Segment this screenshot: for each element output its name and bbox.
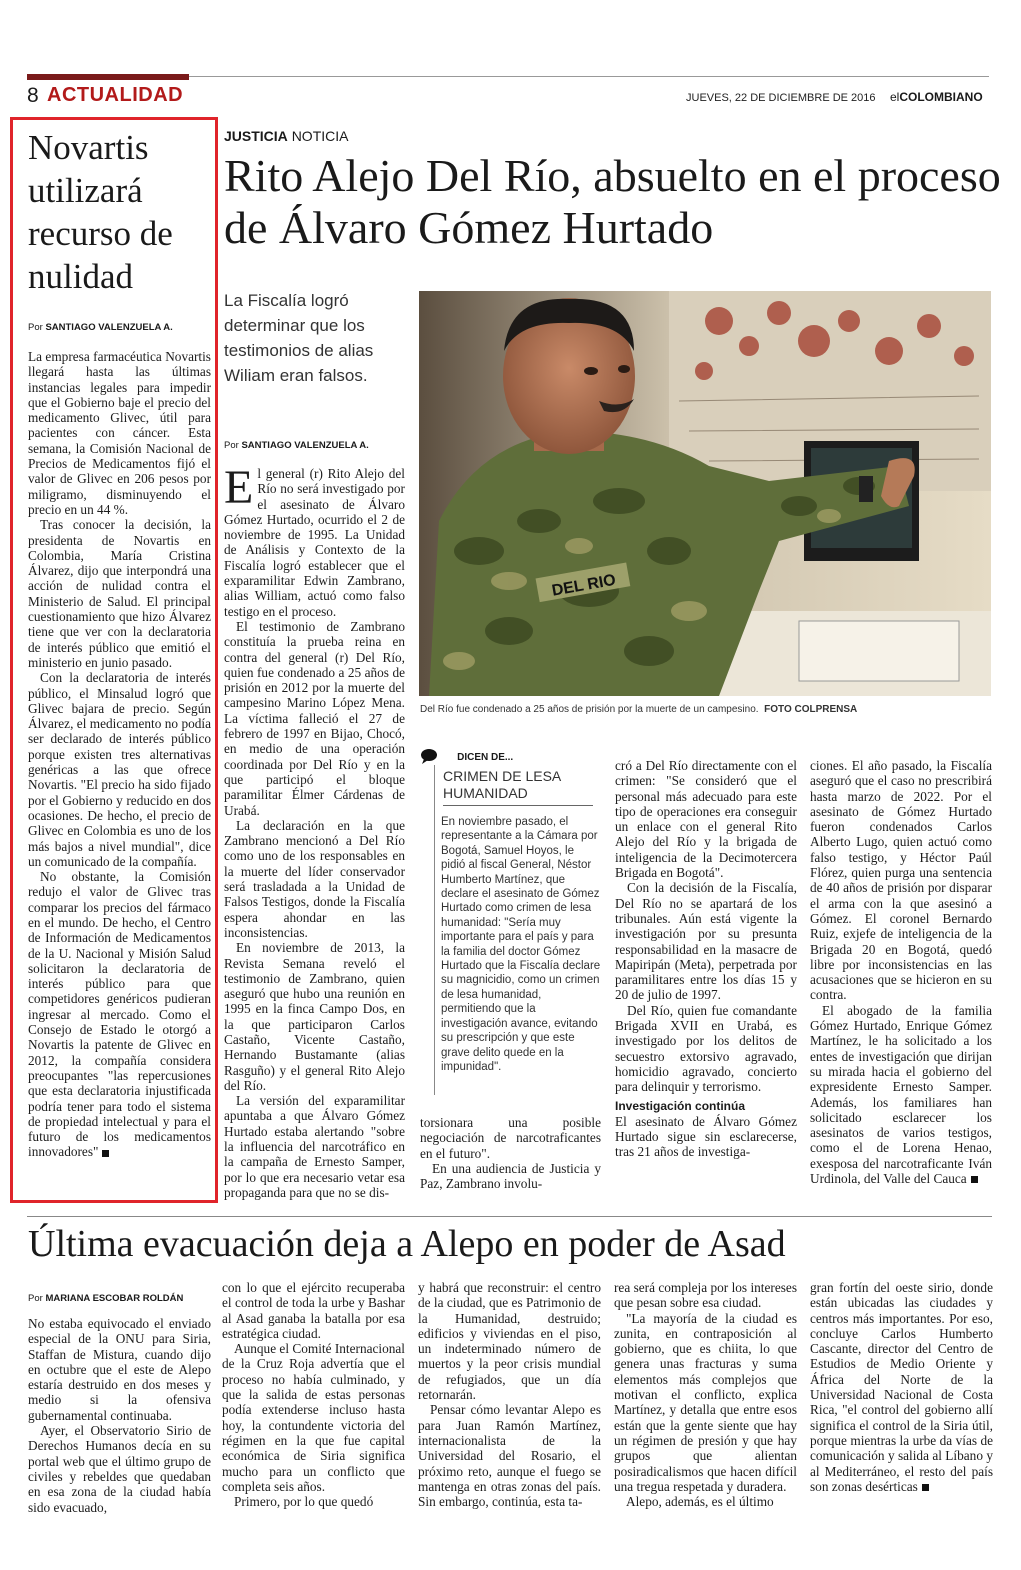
photo-credit: FOTO COLPRENSA <box>764 704 858 715</box>
quote-box-label: DICEN DE... <box>457 752 514 763</box>
paragraph: torsionara una posible negociación de narcotraficantes en el futuro". <box>420 1115 601 1161</box>
paragraph <box>224 461 405 619</box>
page-number: 8 <box>27 84 39 107</box>
kicker-light: NOTICIA <box>291 128 349 144</box>
sidebar-body <box>28 349 211 1160</box>
bottom-byline <box>28 1293 183 1304</box>
paragraph: y habrá que reconstruir: el centro de la ciudad, que es Patrimonio de la Humanidad, destruido; edificios y viviendas en el piso, un indeterminado número de muertos y la peor crisis mundial de refugiados, que un día retornarán. <box>418 1280 601 1403</box>
issue-date: JUEVES, 22 DE DICIEMBRE DE 2016 <box>686 92 876 104</box>
quote-box-title: CRIMEN DE LESA HUMANIDAD <box>443 768 593 806</box>
main-column-3 <box>615 758 797 1160</box>
paragraph: Con la declaratoria de interés público, el Minsalud logró que Glivec bajara de precio. Según Álvarez, el medicamento no podía ser declarado de interés público porque existen tres alternativas genéricas a las que ofrece Novartis. "El precio ha sido fijado por el Gobierno y reducido en dos ocasiones. De hecho, el precio de Glivec en Colombia es uno de los más bajos a nivel mundial", dice un comunicado de la compañía. <box>28 670 211 869</box>
bottom-headline: Última evacuación deja a Alepo en poder de Asad <box>28 1223 786 1265</box>
paragraph: Primero, por lo que quedó <box>234 1494 374 1510</box>
paragraph: No estaba equivocado el enviado especial de la ONU para Siria, Staffan de Mistura, cuando dijo en octubre que el este de Alepo estaría destruido en dos meses y medio si la ofensiva gubernamental continuaba. <box>28 1316 211 1423</box>
quote-box-text: En noviembre pasado, el representante a la Cámara por Bogotá, Samuel Hoyos, le pidió al fiscal General, Néstor Humberto Martínez, que declare el asesinato de Gómez Hurtado como crimen de lesa humanidad: "Sería muy importante para el país y para la familia del doctor Gómez Hurtado que la Fiscalía declare su magnicidio, como un crimen de lesa humanidad, permitiendo que la investigación avance, evitando su prescripción y que este grave delito quede en la impunidad". <box>441 816 601 1073</box>
story-kicker <box>224 128 348 144</box>
paragraph: En noviembre de 2013, la Revista Semana reveló el testimonio de Zambrano, quien aseguró que hubo una reunión en 1995 en la finca Campo Dos, en la que participaron Carlos Castaño, Vicente Castaño, Hernando Bustamante (alias Rasguño) y el general Rito Alejo del Río. <box>224 940 405 1093</box>
byline-name: SANTIAGO VALENZUELA A. <box>241 440 369 451</box>
bottom-column-3 <box>418 1280 601 1509</box>
paragraph-last <box>28 869 211 1160</box>
section-label: ACTUALIDAD <box>47 84 184 106</box>
paragraph: El asesinato de Álvaro Gómez Hurtado sigue sin esclarecerse, tras 21 años de investiga- <box>615 1113 797 1160</box>
main-photo <box>419 291 991 696</box>
photo-caption <box>420 704 857 715</box>
kicker-bold: JUSTICIA <box>224 128 288 144</box>
bottom-column-5 <box>810 1280 993 1494</box>
story-deck: La Fiscalía logró determinar que los testimonios de alias Wiliam eran falsos. <box>224 291 374 385</box>
subheading: Investigación continúa <box>615 1098 746 1113</box>
byline-name: MARIANA ESCOBAR ROLDÁN <box>45 1293 184 1304</box>
name-tape-text: DEL RIO <box>550 571 618 600</box>
paragraph: El testimonio de Zambrano constituía la prueba reina en contra del general (r) Del Río, quien fue condenado a 25 años de prisión en 2012 por la muerte del campesino Marino López Mena. La víctima falleció el 27 de febrero de 1997 en Bijao, Chocó, en medio de una operación coordinada por Del Río y en la que participó el bloque paramilitar Élmer Cárdenas de Urabá. <box>224 618 405 818</box>
bottom-column-4 <box>614 1280 797 1509</box>
paragraph: En una audiencia de Justicia y Paz, Zambrano involu- <box>420 1160 601 1192</box>
caption-text: Del Río fue condenado a 25 años de prisión por la muerte de un campesino. <box>420 704 759 715</box>
paragraph-text: El abogado de la familia Gómez Hurtado, Enrique Gómez Martínez, le ha solicitado a los entes de investigación que dirijan su mirada hacia el gobierno del expresidente Ernesto Samper. Además, los familiares han solicitado esclarecer los asesinatos de varios testigos, como el de Lorena Henao, exesposa del narcotraficante Iván Urdinola, del Valle del Cauca <box>810 1002 992 1187</box>
paragraph-text: No obstante, la Comisión redujo el valor de Glivec tras comparar los precios del fármaco en el mundo. De hecho, el Centro de Información de Medicamentos de la U. Nacional y Misión Salud solicitaron la declaratoria de interés público para que competidores genéricos pudieran ingresar al mercado. Como el Consejo de Estado le otorgó a Novartis la patente de Glivec en 2012, la compañía considera preocupantes "las repercusiones que esta declaratoria injustificada podría tener para todo el sistema de propiedad intelectual y para el futuro de los medicamentos innovadores" <box>28 869 211 1160</box>
paragraph-last <box>810 1280 993 1494</box>
end-mark-icon <box>971 1176 978 1183</box>
newspaper-brand <box>890 90 983 104</box>
bottom-column-2 <box>222 1280 405 1509</box>
paragraph: "La mayoría de la ciudad es zunita, en contraposición al gobierno, que es chiita, lo que genera unas fracturas y suma elementos más complejos que motivan el conflicto, explica Martínez, y detalla que entre esos están que la gente siente que hay un régimen de presión y que hay grupos que alientan posiradicalismos que hacen difícil una tregua respetada y duradera. <box>614 1310 797 1494</box>
speech-bubble-icon <box>420 748 438 764</box>
paragraph: La empresa farmacéutica Novartis llegará hasta las últimas instancias legales para impedir que el Gobierno baje el precio del medicamento Glivec, útil para pacientes con cáncer. Esta semana, la Comisión Nacional de Precios de Medicamentos fijó el valor de Glivec en 206 pesos por miligramo, disminuyendo el precio en un 44 %. <box>28 349 211 517</box>
drop-cap: E <box>224 461 254 514</box>
main-byline <box>224 440 369 451</box>
paragraph-last <box>810 1003 992 1187</box>
byline-prefix: Por <box>28 322 43 333</box>
sidebar-byline <box>28 322 173 333</box>
end-mark-icon <box>922 1484 929 1491</box>
sidebar-headline: Novartis utilizará recurso de nulidad <box>28 128 173 296</box>
paragraph: Aunque el Comité Internacional de la Cruz Roja advertía que el proceso no había culminado, y que la salida de estas personas podía extenderse incluso hasta hoy, la contundente victoria del régimen en la que fue capital económica de Siria significa mucho para un conflicto que completa seis años. <box>222 1341 405 1494</box>
byline-name: SANTIAGO VALENZUELA A. <box>45 322 173 333</box>
brand-name: COLOMBIANO <box>899 90 983 104</box>
photo-illustration <box>419 291 991 696</box>
main-headline: Rito Alejo Del Río, absuelto en el proceso de Álvaro Gómez Hurtado <box>224 150 1001 253</box>
paragraph-text: l general (r) Rito Alejo del Río no será investigado por el asesinato de Álvaro Gómez Hurtado, ocurrido el 2 de noviembre de 1995. La Unidad de Análisis y Contexto de la Fiscalía logró establecer que el exparamilitar Edwin Zambrano, alias William, actuó como falso testigo en el proceso. <box>224 466 405 619</box>
paragraph: Tras conocer la decisión, la presidenta de Novartis en Colombia, María Cristina Álvarez, dijo que interpondrá una acción de nulidad contra el Ministerio de Salud. El principal cuestionamiento que hizo Álvarez tiene que ver con la declaratoria de interés público que emitió el ministerio en junio pasado. <box>28 517 211 670</box>
brand-prefix: el <box>890 90 900 104</box>
paragraph: La declaración en la que Zambrano mencionó a Del Río como uno de los responsables en la muerte del líder conservador será trasladada a la Unidad de Falsos Testigos, donde la Fiscalía espera ahondar en las inconsistencias. <box>224 817 405 940</box>
top-rule <box>27 74 989 80</box>
paragraph: Alepo, además, es el último <box>626 1494 774 1510</box>
paragraph: Ayer, el Observatorio Sirio de Derechos Humanos decía en su portal web que el último grupo de civiles y rebeldes que quedaban en esa zona de la ciudad había sido evacuado, <box>28 1423 211 1515</box>
paragraph: Pensar cómo levantar Alepo es para Juan Ramón Martínez, internacionalista de la Universidad del Rosario, el próximo reto, aunque el fuego se mantenga en otras zonas del país. Sin embargo, continúa, esta ta- <box>418 1402 601 1510</box>
byline-prefix: Por <box>224 440 239 451</box>
main-column-1 <box>224 461 405 1200</box>
paragraph: Del Río, quien fue comandante Brigada XVII en Urabá, es investigado por los delitos de secuestro extorsivo agravado, homicidio agravado, concierto para delinquir y terrorismo. <box>615 1002 797 1095</box>
paragraph: La versión del exparamilitar apuntaba a que Álvaro Gómez Hurtado estaba alertando "sobre la influencia del narcotráfico en la campaña de Ernesto Samper, por lo que era necesario vetar esa propaganda para que no se dis- <box>224 1093 405 1200</box>
paragraph: cró a Del Río directamente con el crimen: "Se consideró que el personal más adecuado para este tipo de operaciones era conseguir un enlace con el general Rito Alejo del Río y la brigada de inteligencia de la Decimotercera Brigada en Bogotá". <box>615 758 797 881</box>
bottom-column-1 <box>28 1316 211 1515</box>
paragraph: con lo que el ejército recuperaba el control de toda la urbe y Bashar al Asad ganaba la batalla por esa estratégica ciudad. <box>222 1280 405 1341</box>
main-column-4 <box>810 758 992 1186</box>
quote-box-rule <box>434 765 435 1095</box>
paragraph: rea será compleja por los intereses que pesan sobre esa ciudad. <box>614 1280 797 1311</box>
main-column-2 <box>420 1115 601 1191</box>
section-divider <box>27 1216 992 1217</box>
paragraph: Con la decisión de la Fiscalía, Del Río no se apartará de los tribunales. Aún está vigente la investigación por su presunta responsabilidad en la masacre de Mapiripán (Meta), perpetrada por paramilitares entre los días 15 y 20 de julio de 1997. <box>615 880 797 1003</box>
paragraph: ciones. El año pasado, la Fiscalía aseguró que el caso no prescribirá hasta marzo de 2022. Por el asesinato de Gómez Hurtado fueron condenados Carlos Alberto Lugo, quien actuó como falso testigo, y Héctor Paúl Flórez, quien purga una sentencia de 40 años de prisión por disparar el arma con la que asesinó a Gómez. El coronel Bernardo Ruiz, exjefe de inteligencia de la Brigada 20 en Bogotá, quedó libre por inconsistencias en las acusaciones que se hicieron en su contra. <box>810 758 992 1003</box>
quote-box-header <box>420 745 513 764</box>
end-mark-icon <box>102 1150 109 1157</box>
paragraph-text: gran fortín del oeste sirio, donde están ubicadas las ciudades y centros más importantes. Por eso, concluye Carlos Humberto Cascante, director del Centro de Estudios de Medio Oriente y África del Norte de la Universidad Nacional de Costa Rica, "el control del gobierno allí significa el control de la Siria útil, porque mientras la urbe da vías de comunicación y salida al Líbano y al Mediterráneo, el resto del país son zonas desérticas <box>810 1280 993 1494</box>
byline-prefix: Por <box>28 1293 43 1304</box>
